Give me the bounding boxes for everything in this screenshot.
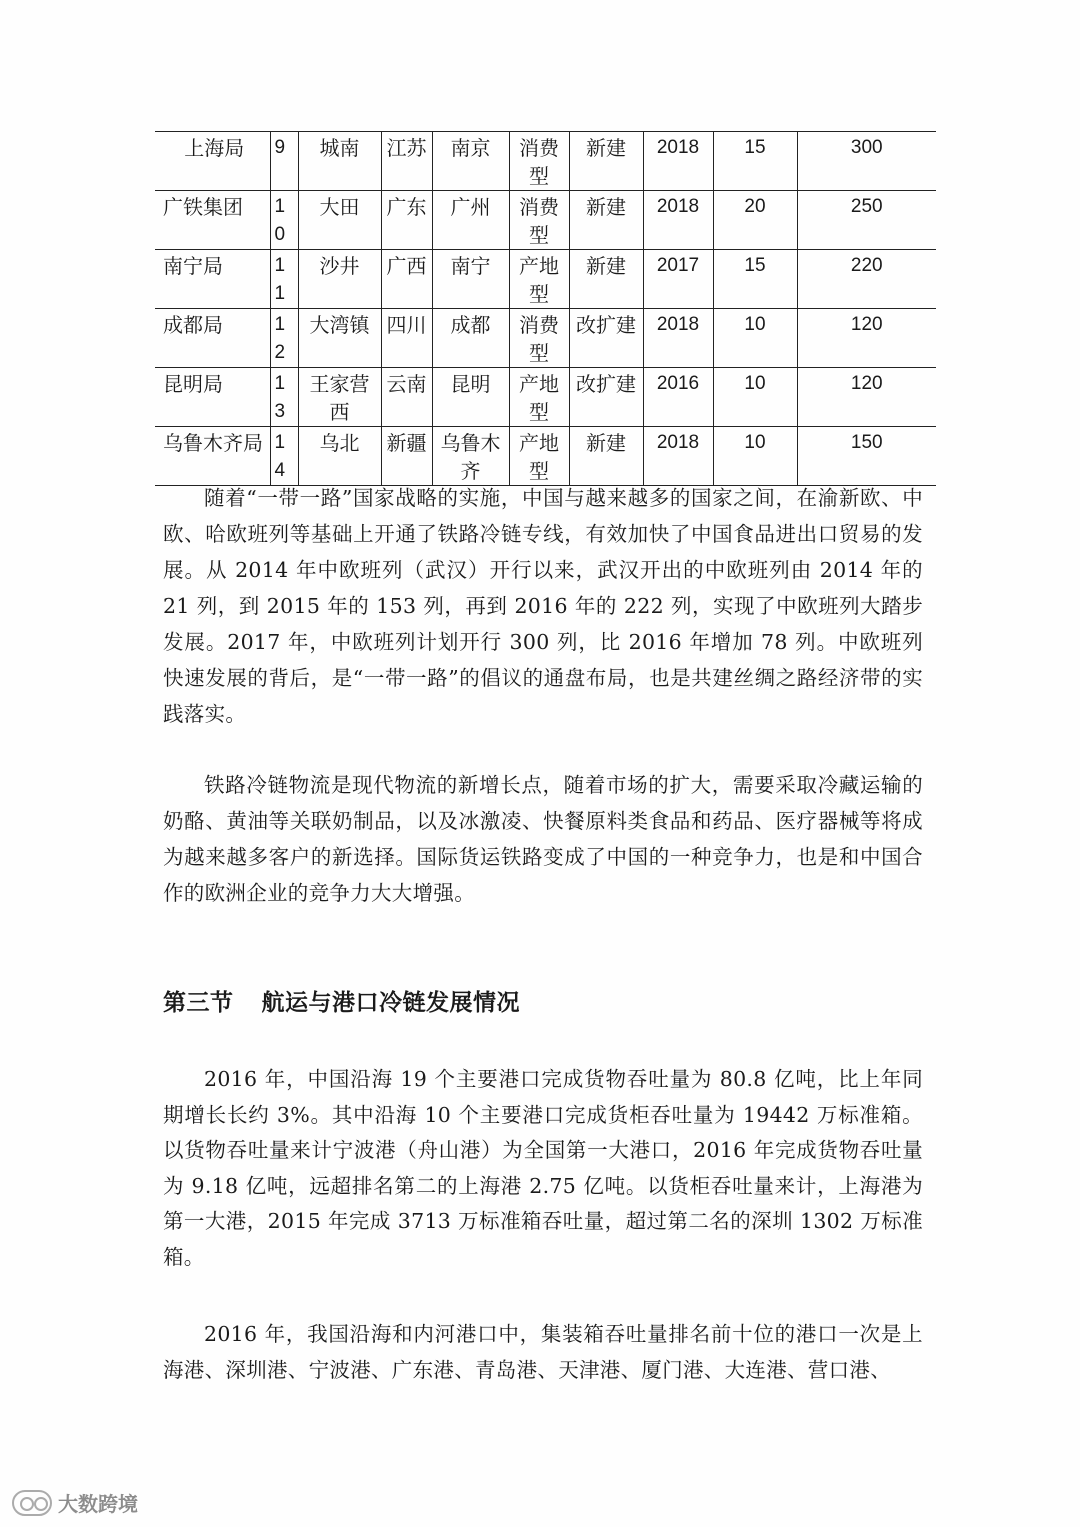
table-cell: 120 xyxy=(797,309,936,368)
table-cell: 成都局 xyxy=(155,309,270,368)
table-cell: 新建 xyxy=(569,427,643,486)
table-cell: 南宁局 xyxy=(155,250,270,309)
table-cell: 成都 xyxy=(432,309,509,368)
table-cell: 产地型 xyxy=(509,250,569,309)
table-cell: 2018 xyxy=(643,309,713,368)
table-cell: 消费型 xyxy=(509,309,569,368)
table-cell: 10 xyxy=(270,191,298,250)
table-cell: 2017 xyxy=(643,250,713,309)
table-cell: 消费型 xyxy=(509,132,569,191)
watermark xyxy=(12,1488,138,1517)
table-cell: 300 xyxy=(797,132,936,191)
table-row xyxy=(155,191,936,250)
table-cell: 220 xyxy=(797,250,936,309)
table-cell: 12 xyxy=(270,309,298,368)
section-heading xyxy=(163,984,520,1017)
table-row xyxy=(155,132,936,191)
table-cell: 南宁 xyxy=(432,250,509,309)
table-cell: 乌鲁木齐 xyxy=(432,427,509,486)
table-cell: 20 xyxy=(713,191,797,250)
table-cell: 大田 xyxy=(298,191,381,250)
table-cell: 250 xyxy=(797,191,936,250)
table-cell: 新建 xyxy=(569,191,643,250)
table-cell: 2018 xyxy=(643,191,713,250)
table-cell: 昆明 xyxy=(432,368,509,427)
table-cell: 广铁集团 xyxy=(155,191,270,250)
table-cell: 广州 xyxy=(432,191,509,250)
table-cell: 昆明局 xyxy=(155,368,270,427)
cold-chain-base-table xyxy=(155,131,936,486)
table-cell: 120 xyxy=(797,368,936,427)
table-cell: 150 xyxy=(797,427,936,486)
table-row xyxy=(155,309,936,368)
table-cell: 乌鲁木齐局 xyxy=(155,427,270,486)
table-cell: 10 xyxy=(713,427,797,486)
table-cell: 新疆 xyxy=(381,427,432,486)
paragraph-rail-cold-chain: 铁路冷链物流是现代物流的新增长点，随着市场的扩大，需要采取冷藏运输的奶酪、黄油等关联奶制品，以及冰激凌、快餐原料类食品和药品、医疗器械等将成为越来越多客户的新选择。国际货运铁路变成了中国的一种竞争力，也是和中国合作的欧洲企业的竞争力大大增强。 xyxy=(163,773,923,905)
table-cell: 大湾镇 xyxy=(298,309,381,368)
table-cell: 广东 xyxy=(381,191,432,250)
watermark-logo-icon xyxy=(12,1490,52,1516)
table-cell: 四川 xyxy=(381,309,432,368)
table-cell: 改扩建 xyxy=(569,368,643,427)
table-cell: 2016 xyxy=(643,368,713,427)
table-cell: 南京 xyxy=(432,132,509,191)
table-cell: 10 xyxy=(713,309,797,368)
table-cell: 新建 xyxy=(569,132,643,191)
section-number: 第三节 xyxy=(163,990,234,1016)
table-cell: 广西 xyxy=(381,250,432,309)
table-cell: 13 xyxy=(270,368,298,427)
table-cell: 新建 xyxy=(569,250,643,309)
table-cell: 上海局 xyxy=(155,132,270,191)
watermark-text: 大数跨境 xyxy=(58,1492,138,1516)
table-row xyxy=(155,427,936,486)
paragraph-belt-road: 随着“一带一路”国家战略的实施，中国与越来越多的国家之间，在渝新欧、中欧、哈欧班列等基础上开通了铁路冷链专线，有效加快了中国食品进出口贸易的发展。从 2014 年中欧班列（武汉）开行以来，武汉开出的中欧班列由 2014 年的 21 列，到 2015 年的 153 列，再到 2016 年的 222 列，实现了中欧班列大踏步发展。2017 年，中欧班列计划开行 300 列，比 2016 年增加 78 列。中欧班列快速发展的背后，是“一带一路”的倡议的通盘布局，也是共建丝绸之路经济带的实践落实。 xyxy=(163,486,923,726)
table-cell: 11 xyxy=(270,250,298,309)
paragraph-container-ranking: 2016 年，我国沿海和内河港口中，集装箱吞吐量排名前十位的港口一次是上海港、深圳港、宁波港、广东港、青岛港、天津港、厦门港、大连港、营口港、 xyxy=(163,1322,923,1382)
table-cell: 王家营西 xyxy=(298,368,381,427)
table-cell: 2018 xyxy=(643,132,713,191)
table-cell: 15 xyxy=(713,250,797,309)
table-cell: 9 xyxy=(270,132,298,191)
table-cell: 消费型 xyxy=(509,191,569,250)
table-cell: 产地型 xyxy=(509,427,569,486)
table-cell: 15 xyxy=(713,132,797,191)
table-row xyxy=(155,368,936,427)
table-cell: 14 xyxy=(270,427,298,486)
table-cell: 沙井 xyxy=(298,250,381,309)
table-cell: 改扩建 xyxy=(569,309,643,368)
table-cell: 10 xyxy=(713,368,797,427)
table-body xyxy=(155,132,936,486)
table-cell: 产地型 xyxy=(509,368,569,427)
paragraph-port-throughput: 2016 年，中国沿海 19 个主要港口完成货物吞吐量为 80.8 亿吨，比上年同期增长长约 3%。其中沿海 10 个主要港口完成货柜吞吐量为 19442 万标准箱。以货物吞吐量来计宁波港（舟山港）为全国第一大港口，2016 年完成货物吞吐量为 9.18 亿吨，远超排名第二的上海港 2.75 亿吨。以货柜吞吐量来计，上海港为第一大港，2015 年完成 3713 万标准箱吞吐量，超过第二名的深圳 1302 万标准箱。 xyxy=(163,1067,923,1269)
section-title: 航运与港口冷链发展情况 xyxy=(261,990,520,1016)
table-cell: 城南 xyxy=(298,132,381,191)
table-cell: 乌北 xyxy=(298,427,381,486)
table-row xyxy=(155,250,936,309)
table-cell: 2018 xyxy=(643,427,713,486)
table-cell: 江苏 xyxy=(381,132,432,191)
table-cell: 云南 xyxy=(381,368,432,427)
